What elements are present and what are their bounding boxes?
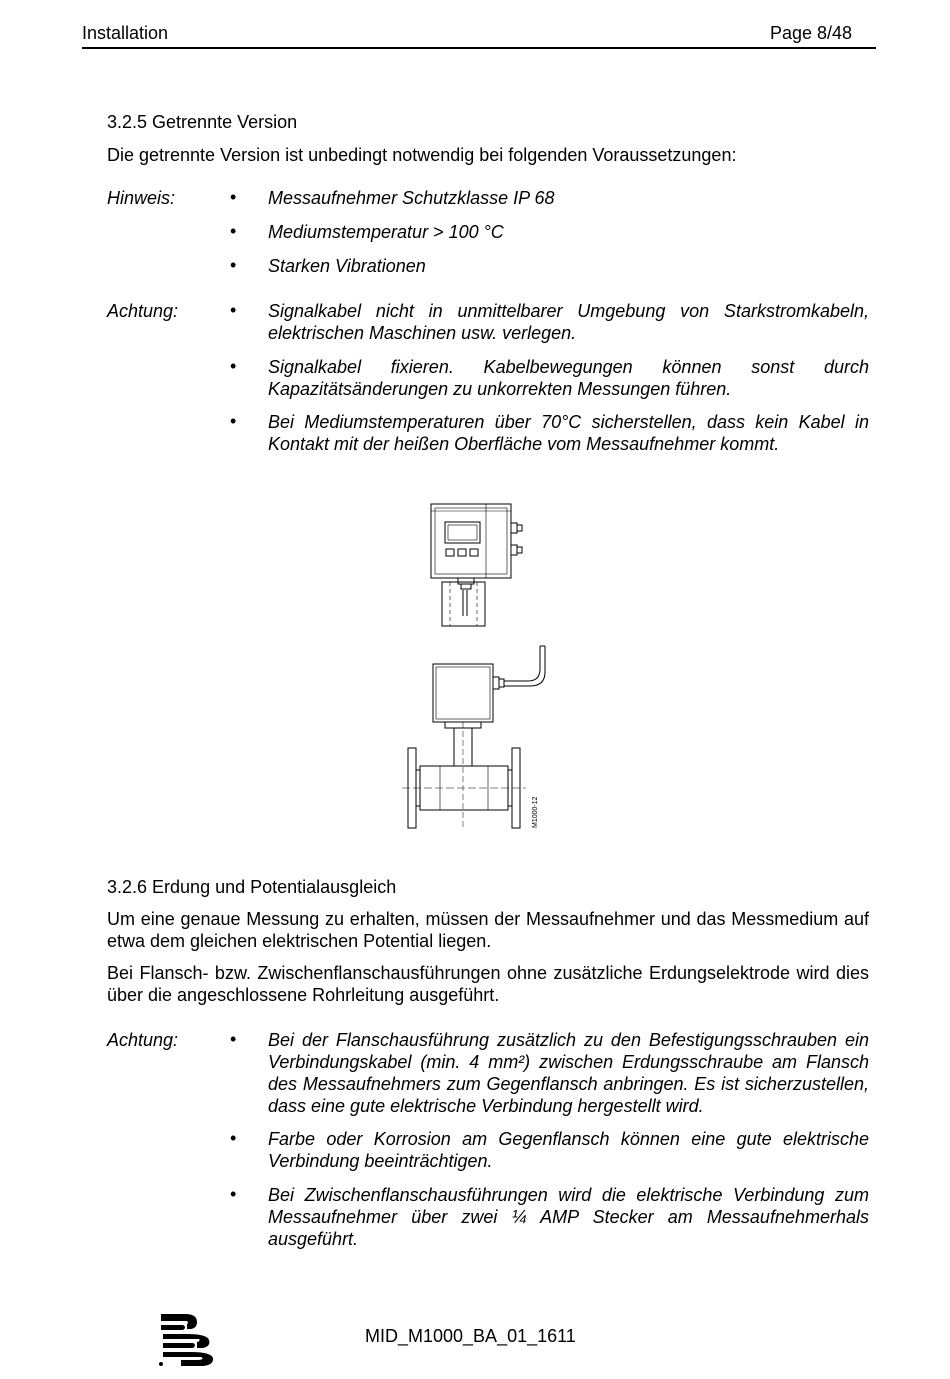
hinweis-item: Starken Vibrationen — [268, 256, 426, 276]
bullet-icon: • — [230, 1029, 237, 1049]
section-heading-325: 3.2.5 Getrennte Version — [107, 112, 298, 132]
document-id: MID_M1000_BA_01_1611 — [365, 1326, 576, 1346]
achtung-item: Bei Zwischenflanschausführungen wird die elektrische Verbindung zum Messaufnehmer über zwei ¼ AMP Stecker am Messaufnehmerhals ausgeführt. — [268, 1185, 869, 1249]
converter-housing-drawing — [431, 504, 522, 626]
paragraph: Um eine genaue Messung zu erhalten, müssen der Messaufnehmer und das Messmedium auf etwa dem gleichen elektrischen Potential liegen. — [107, 909, 869, 951]
achtung-label: Achtung: — [107, 1030, 179, 1050]
section-heading-326: 3.2.6 Erdung und Potentialausgleich — [107, 877, 397, 897]
bullet-icon: • — [230, 1128, 237, 1148]
section-intro-325: Die getrennte Version ist unbedingt notwendig bei folgenden Voraussetzungen: — [107, 145, 737, 165]
achtung-item: Signalkabel fixieren. Kabelbewegungen können sonst durch Kapazitätsänderungen zu unkorrekten Messungen führen. — [268, 357, 869, 399]
achtung-label: Achtung: — [107, 301, 179, 321]
company-logo — [157, 1310, 217, 1368]
hinweis-label: Hinweis: — [107, 188, 176, 208]
header-page-number: Page 8/48 — [770, 23, 853, 43]
bullet-icon: • — [230, 1184, 237, 1204]
bullet-icon: • — [230, 300, 237, 320]
figure-label: M1000-12 — [532, 796, 539, 828]
header-rule — [82, 47, 876, 49]
hinweis-item: Mediumstemperatur > 100 °C — [268, 222, 504, 242]
paragraph: Bei Flansch- bzw. Zwischenflanschausführungen ohne zusätzliche Erdungselektrode wird dies über die angeschlossene Rohrleitung ausgeführt. — [107, 963, 869, 1005]
bullet-icon: • — [230, 255, 237, 275]
bullet-icon: • — [230, 187, 237, 207]
bullet-icon: • — [230, 411, 237, 431]
hinweis-item: Messaufnehmer Schutzklasse IP 68 — [268, 188, 555, 208]
flowmeter-technical-drawing — [400, 498, 550, 833]
achtung-item: Farbe oder Korrosion am Gegenflansch können eine gute elektrische Verbindung beeinträchtigen. — [268, 1129, 869, 1171]
sensor-drawing — [402, 646, 545, 828]
header-section-title: Installation — [82, 23, 169, 43]
achtung-item: Signalkabel nicht in unmittelbarer Umgebung von Starkstromkabeln, elektrischen Maschinen usw. verlegen. — [268, 301, 869, 343]
achtung-item: Bei Mediumstemperaturen über 70°C sicherstellen, dass kein Kabel in Kontakt mit der heißen Oberfläche vom Messaufnehmer kommt. — [268, 412, 869, 454]
achtung-item: Bei der Flanschausführung zusätzlich zu den Befestigungsschrauben ein Verbindungskabel (min. 4 mm²) zwischen Erdungsschraube am Flansch des Messaufnehmers zum Gegenflansch anbringen. Es ist sicherzustellen, dass eine gute elektrische Verbindung hergestellt wird. — [268, 1030, 869, 1116]
bullet-icon: • — [230, 356, 237, 376]
bullet-icon: • — [230, 221, 237, 241]
